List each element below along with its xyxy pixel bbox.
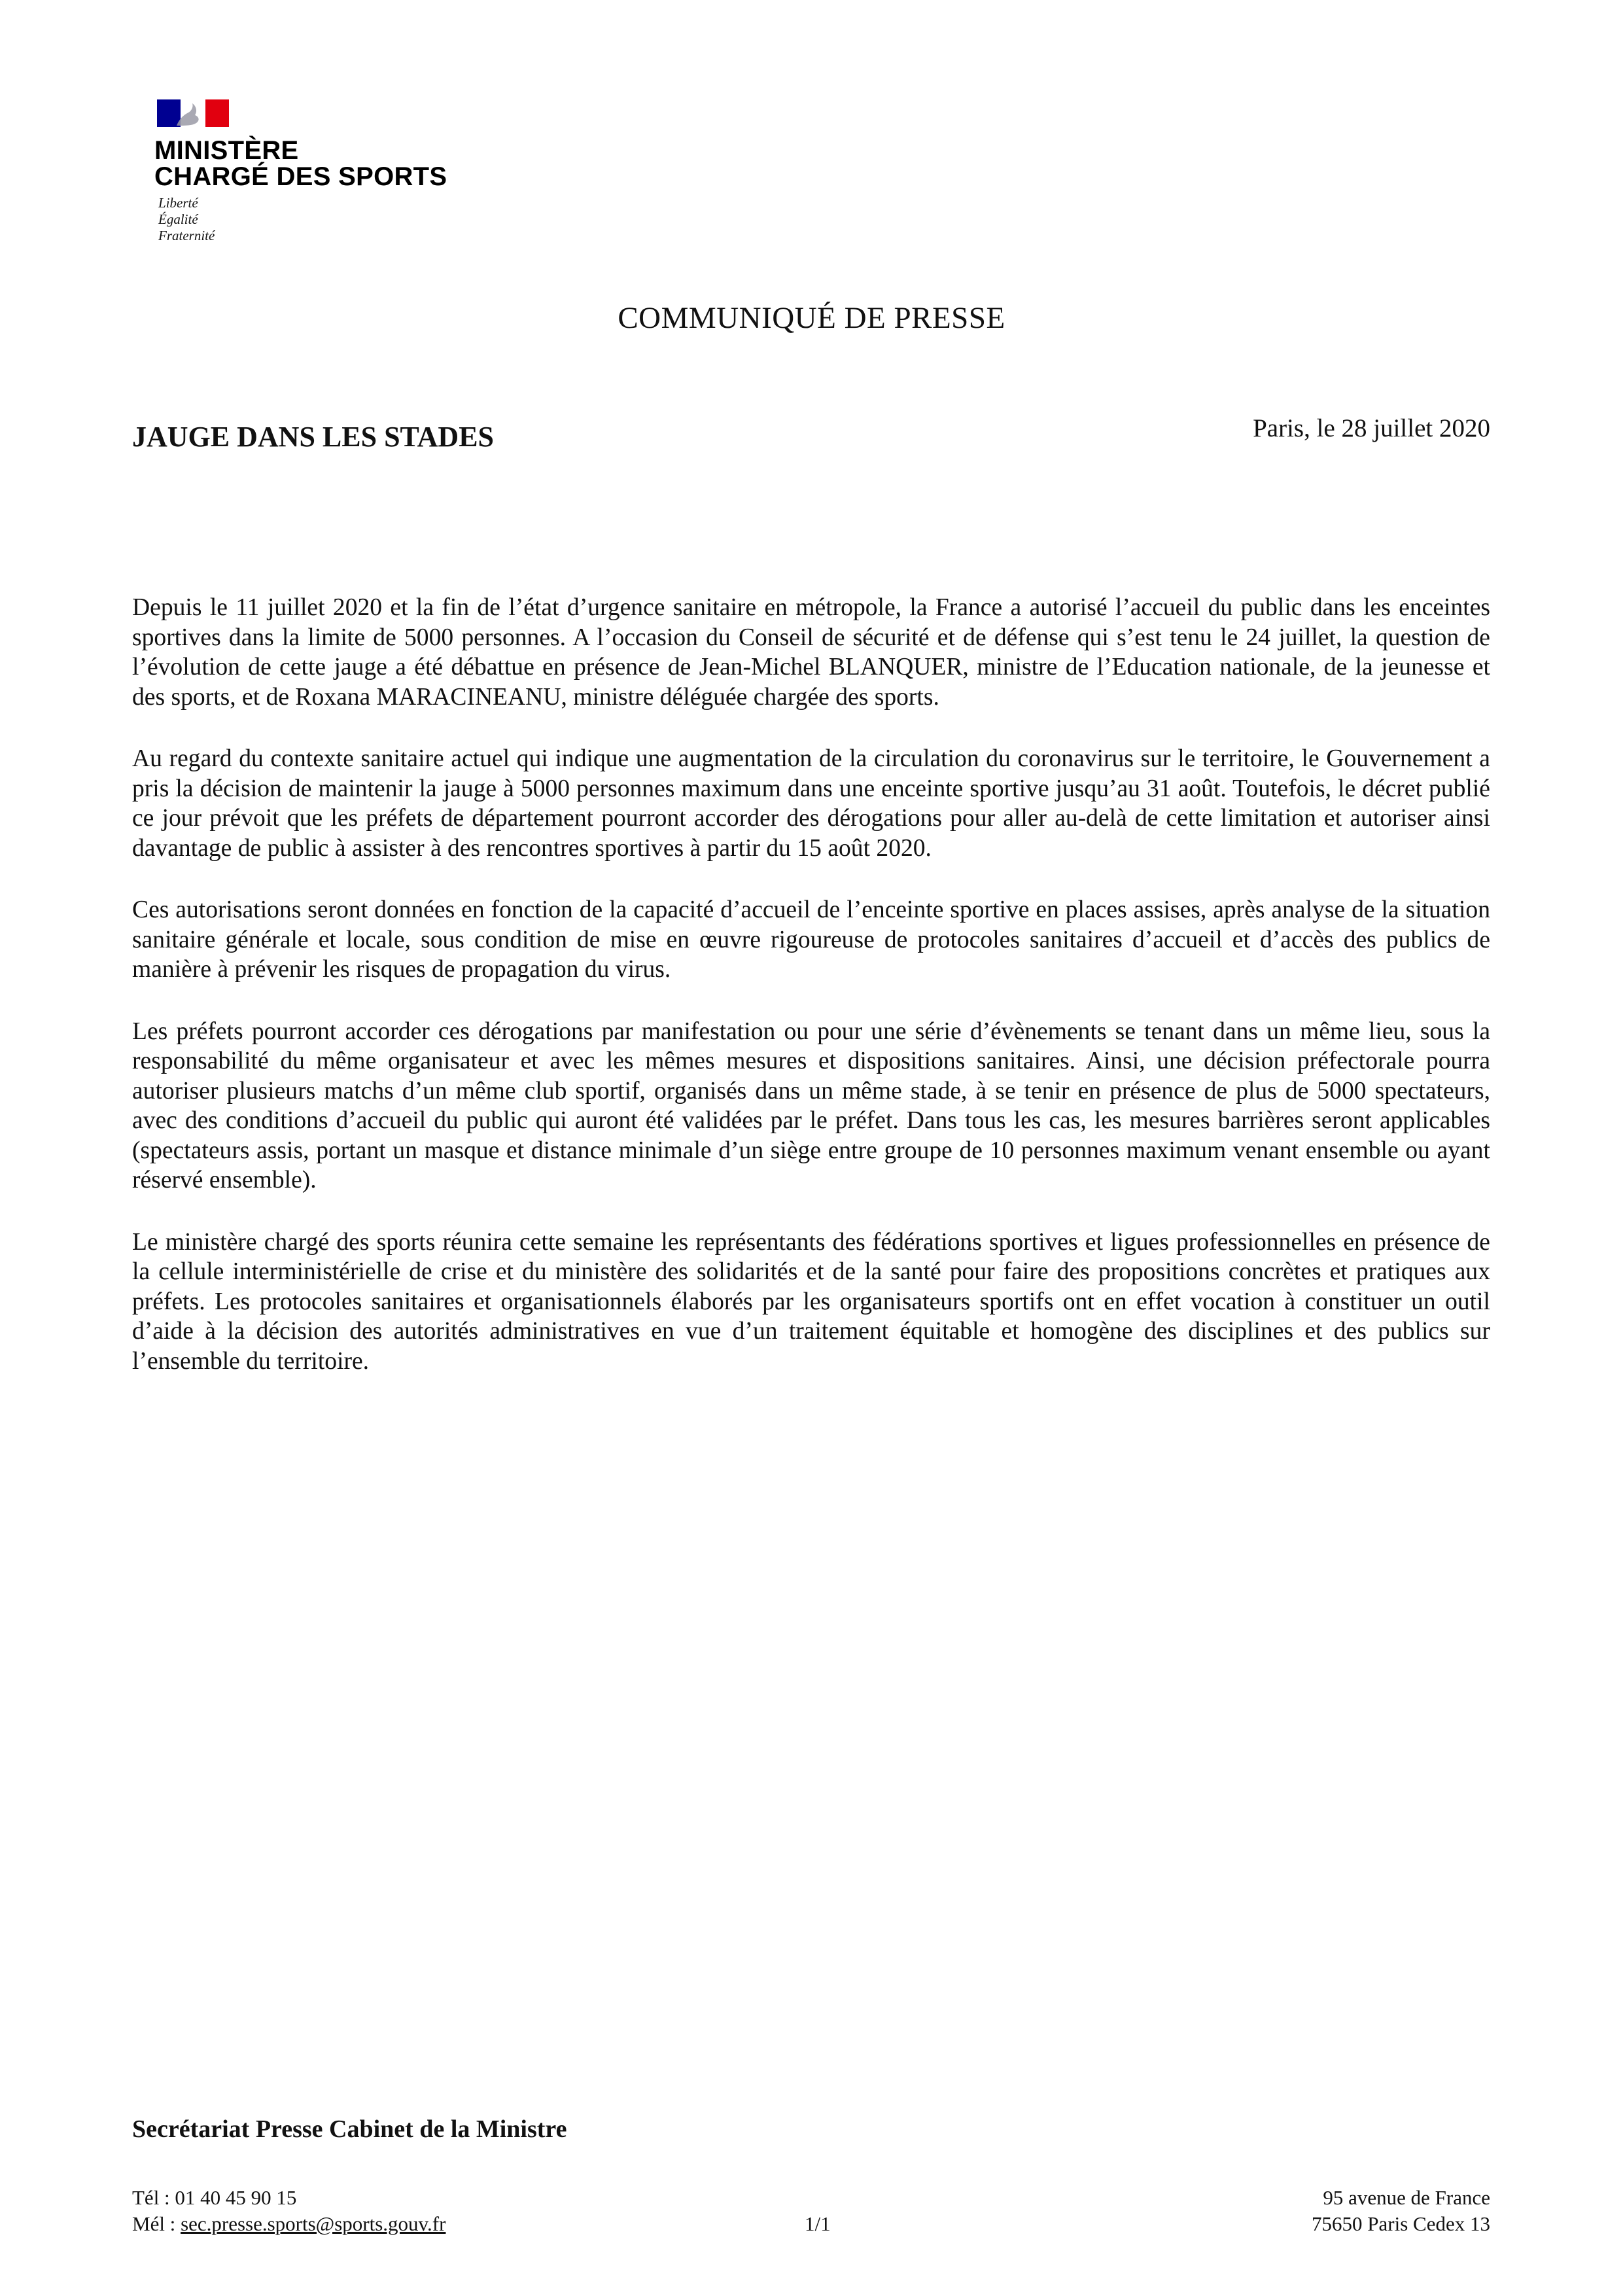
document-date: Paris, le 28 juillet 2020 [1253,414,1490,442]
footer-address-line1: 95 avenue de France [1323,2186,1490,2209]
motto-fraternite: Fraternité [158,228,215,243]
footer-telephone: Tél : 01 40 45 90 15 [132,2186,297,2209]
ministry-logo [154,97,481,254]
document-kind: COMMUNIQUÉ DE PRESSE [618,301,1005,335]
marianne-flag-icon [157,99,229,127]
footer-email [132,2212,445,2236]
motto-egalite: Égalité [158,211,198,227]
flag-red-band [205,99,229,127]
footer-heading: Secrétariat Presse Cabinet de la Ministre [132,2115,567,2143]
body-paragraph: Les préfets pourront accorder ces dérogations par manifestation ou pour une série d’évènements se tenant dans un même lieu, sous la responsabilité du même organisateur et avec les mêmes mesures et dispositions sanitaires. Ainsi, une décision préfectorale pourra autoriser plusieurs matchs d’un même club sportif, organisés dans un même stade, à se tenir en présence de plus de 5000 spectateurs, avec des conditions d’accueil du public qui auront été validées par le préfet. Dans tous les cas, les mesures barrières seront applicables (spectateurs assis, portant un masque et distance minimale d’un siège entre groupe de 10 personnes maximum venant ensemble ou ayant réservé ensemble). [132,1017,1490,1193]
body-paragraph: Depuis le 11 juillet 2020 et la fin de l’état d’urgence sanitaire en métropole, la France a autorisé l’accueil du public dans les enceintes sportives dans la limite de 5000 personnes. A l’occasion du Conseil de sécurité et de défense qui s’est tenu le 24 juillet, la question de l’évolution de cette jauge a été débattue en présence de Jean-Michel BLANQUER, ministre de l’Education nationale, de la jeunesse et des sports, et de Roxana MARACINEANU, ministre déléguée chargée des sports. [132,594,1490,711]
logo-ministry-line1: MINISTÈRE [154,136,299,165]
logo-ministry-line2: CHARGÉ DES SPORTS [154,162,447,191]
footer-address-line2: 75650 Paris Cedex 13 [1312,2212,1490,2235]
body-paragraph: Le ministère chargé des sports réunira cette semaine les représentants des fédérations sportives et ligues professionnelles en présence de la cellule interministérielle de crise et du ministère des solidarités et de la santé pour faire des propositions concrètes et pratiques aux préfets. Les protocoles sanitaires et organisationnels élaborés par les organisateurs sportifs ont en effet vocation à constituer un outil d’aide à la décision des autorités administratives en vue d’un traitement équitable et homogène des disciplines et des publics sur l’ensemble du territoire. [132,1228,1490,1375]
flag-blue-band [157,99,181,127]
document-title: JAUGE DANS LES STADES [132,421,495,453]
footer-email-link[interactable]: sec.presse.sports@sports.gouv.fr [181,2212,446,2235]
body-paragraph: Ces autorisations seront données en fonction de la capacité d’accueil de l’enceinte sportive en places assises, après analyse de la situation sanitaire générale et locale, sous condition de mise en œuvre rigoureuse de protocoles sanitaires d’accueil et d’accès des publics de manière à prévenir les risques de propagation du virus. [132,896,1490,983]
motto-liberte: Liberté [158,195,198,211]
document-body [132,593,1490,1408]
body-paragraph: Au regard du contexte sanitaire actuel qui indique une augmentation de la circulation du coronavirus sur le territoire, le Gouvernement a pris la décision de maintenir la jauge à 5000 personnes maximum dans une enceinte sportive jusqu’au 31 août. Toutefois, le décret publié ce jour prévoit que les préfets de département pourront accorder des dérogations pour aller au-delà de cette limitation et autoriser ainsi davantage de public à assister à des rencontres sportives à partir du 15 août 2020. [132,745,1490,862]
page-number: 1/1 [805,2212,831,2235]
footer-email-label: Mél : [132,2212,181,2235]
